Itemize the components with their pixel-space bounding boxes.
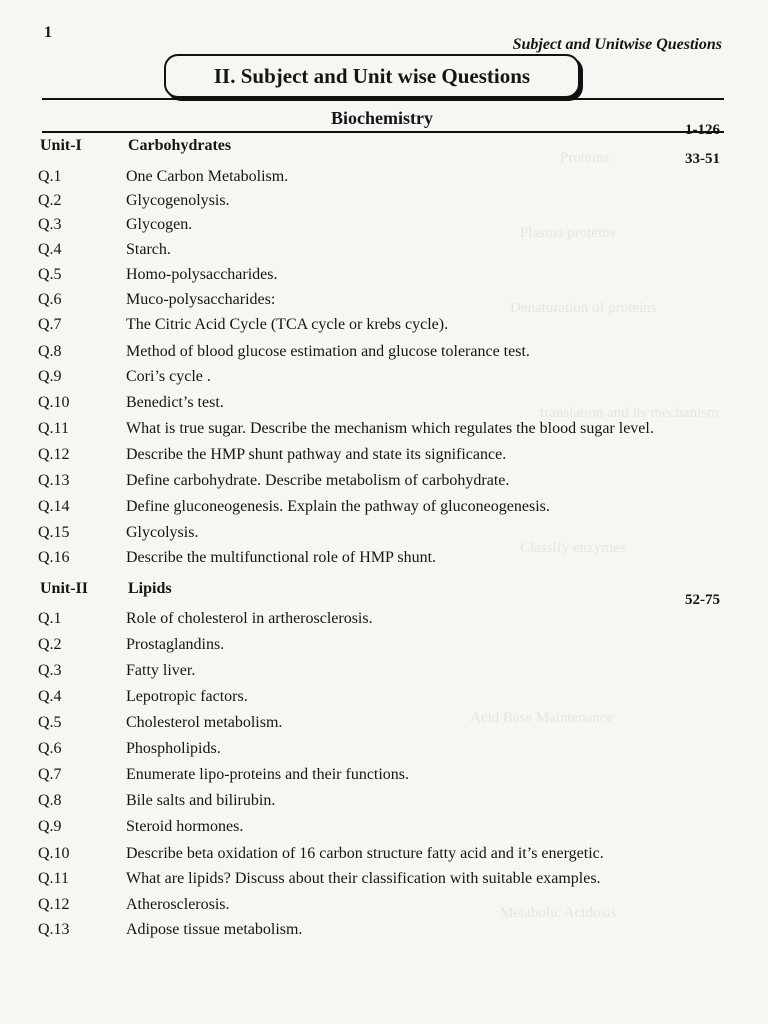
- question-text: Fatty liver.: [126, 662, 196, 679]
- question-text: Atherosclerosis.: [126, 896, 230, 913]
- question-text: What are lipids? Discuss about their classification with suitable examples.: [126, 870, 601, 887]
- question-row: [38, 446, 738, 470]
- question-number: Q.11: [38, 420, 69, 437]
- question-number: Q.8: [38, 792, 62, 809]
- question-number: Q.13: [38, 921, 70, 938]
- question-row: [38, 549, 738, 573]
- question-row: [38, 368, 738, 392]
- question-number: Q.15: [38, 524, 70, 541]
- question-row: [38, 498, 738, 522]
- question-text: Steroid hormones.: [126, 818, 244, 835]
- question-text: Glycogenolysis.: [126, 192, 230, 209]
- question-number: Q.3: [38, 662, 62, 679]
- question-number: Q.6: [38, 291, 62, 308]
- question-number: Q.10: [38, 394, 70, 411]
- unit-title: Lipids: [128, 580, 172, 597]
- section-title: II. Subject and Unit wise Questions: [213, 63, 531, 88]
- question-row: [38, 818, 738, 842]
- question-number: Q.10: [38, 845, 70, 862]
- question-text: Muco-polysaccharides:: [126, 291, 276, 308]
- question-number: Q.8: [38, 343, 62, 360]
- question-number: Q.3: [38, 216, 62, 233]
- question-row: [38, 241, 738, 265]
- question-text: Method of blood glucose estimation and glucose tolerance test.: [126, 343, 530, 360]
- question-row: [38, 714, 738, 738]
- question-text: Enumerate lipo-proteins and their functions.: [126, 766, 410, 783]
- question-row: [38, 740, 738, 764]
- question-number: Q.5: [38, 266, 62, 283]
- question-number: Q.1: [38, 168, 62, 185]
- question-row: [38, 921, 738, 945]
- unit-code: Unit-I: [40, 137, 82, 154]
- unit-page-range: 52-75: [685, 592, 720, 608]
- question-text: Lepotropic factors.: [126, 688, 248, 705]
- question-number: Q.2: [38, 636, 62, 653]
- subject-rule: [42, 131, 724, 133]
- question-number: Q.13: [38, 472, 70, 489]
- subject-page-range: 1-126: [685, 122, 720, 138]
- question-number: Q.16: [38, 549, 70, 566]
- question-number: Q.2: [38, 192, 62, 209]
- unit-title: Carbohydrates: [128, 137, 232, 154]
- question-number: Q.4: [38, 688, 62, 705]
- question-number: Q.14: [38, 498, 70, 515]
- question-row: [38, 524, 738, 548]
- question-text: One Carbon Metabolism.: [126, 168, 289, 185]
- question-text: Benedict’s test.: [126, 394, 224, 411]
- question-row: [38, 792, 738, 816]
- question-number: Q.7: [38, 316, 62, 333]
- question-row: [38, 343, 738, 367]
- question-row: [38, 636, 738, 660]
- question-row: [38, 610, 738, 634]
- question-text: Define carbohydrate. Describe metabolism of carbohydrate.: [126, 472, 510, 489]
- question-text: Starch.: [126, 241, 171, 258]
- question-text: Prostaglandins.: [126, 636, 225, 653]
- header-rule: [42, 98, 724, 100]
- question-row: [38, 168, 738, 192]
- question-row: [38, 870, 738, 894]
- page-number: 1: [44, 24, 52, 41]
- question-text: Glycolysis.: [126, 524, 199, 541]
- question-row: [38, 688, 738, 712]
- question-text: Define gluconeogenesis. Explain the pathway of gluconeogenesis.: [126, 498, 550, 515]
- question-text: Adipose tissue metabolism.: [126, 921, 303, 938]
- question-text: Role of cholesterol in artherosclerosis.: [126, 610, 373, 627]
- question-row: [38, 662, 738, 686]
- question-number: Q.1: [38, 610, 62, 627]
- question-text: Describe beta oxidation of 16 carbon structure fatty acid and it’s energetic.: [126, 845, 604, 862]
- question-text: Cori’s cycle .: [126, 368, 211, 385]
- question-number: Q.7: [38, 766, 62, 783]
- question-row: [38, 266, 738, 290]
- question-text: Cholesterol metabolism.: [126, 714, 283, 731]
- question-text: Describe the HMP shunt pathway and state its significance.: [126, 446, 507, 463]
- question-number: Q.5: [38, 714, 62, 731]
- question-text: What is true sugar. Describe the mechanism which regulates the blood sugar level.: [126, 420, 654, 437]
- question-row: [38, 394, 738, 418]
- question-row: [38, 472, 738, 496]
- question-row: [38, 845, 738, 869]
- question-number: Q.9: [38, 368, 62, 385]
- question-number: Q.4: [38, 241, 62, 258]
- question-row: [38, 316, 738, 340]
- question-text: Bile salts and bilirubin.: [126, 792, 276, 809]
- question-text: Homo-polysaccharides.: [126, 266, 278, 283]
- question-number: Q.11: [38, 870, 69, 887]
- question-text: Describe the multifunctional role of HMP shunt.: [126, 549, 437, 566]
- question-number: Q.9: [38, 818, 62, 835]
- question-text: The Citric Acid Cycle (TCA cycle or krebs cycle).: [126, 316, 449, 333]
- question-row: [38, 766, 738, 790]
- subject-title: Biochemistry: [331, 108, 433, 128]
- running-header: Subject and Unitwise Questions: [512, 36, 722, 53]
- question-row: [38, 420, 738, 444]
- unit-code: Unit-II: [40, 580, 89, 597]
- question-row: [38, 216, 738, 240]
- question-text: Phospholipids.: [126, 740, 221, 757]
- question-row: [38, 192, 738, 216]
- question-text: Glycogen.: [126, 216, 193, 233]
- unit-page-range: 33-51: [685, 151, 720, 167]
- question-row: [38, 896, 738, 920]
- question-number: Q.12: [38, 896, 70, 913]
- question-number: Q.6: [38, 740, 62, 757]
- question-number: Q.12: [38, 446, 70, 463]
- section-banner: [164, 54, 580, 98]
- question-row: [38, 291, 738, 315]
